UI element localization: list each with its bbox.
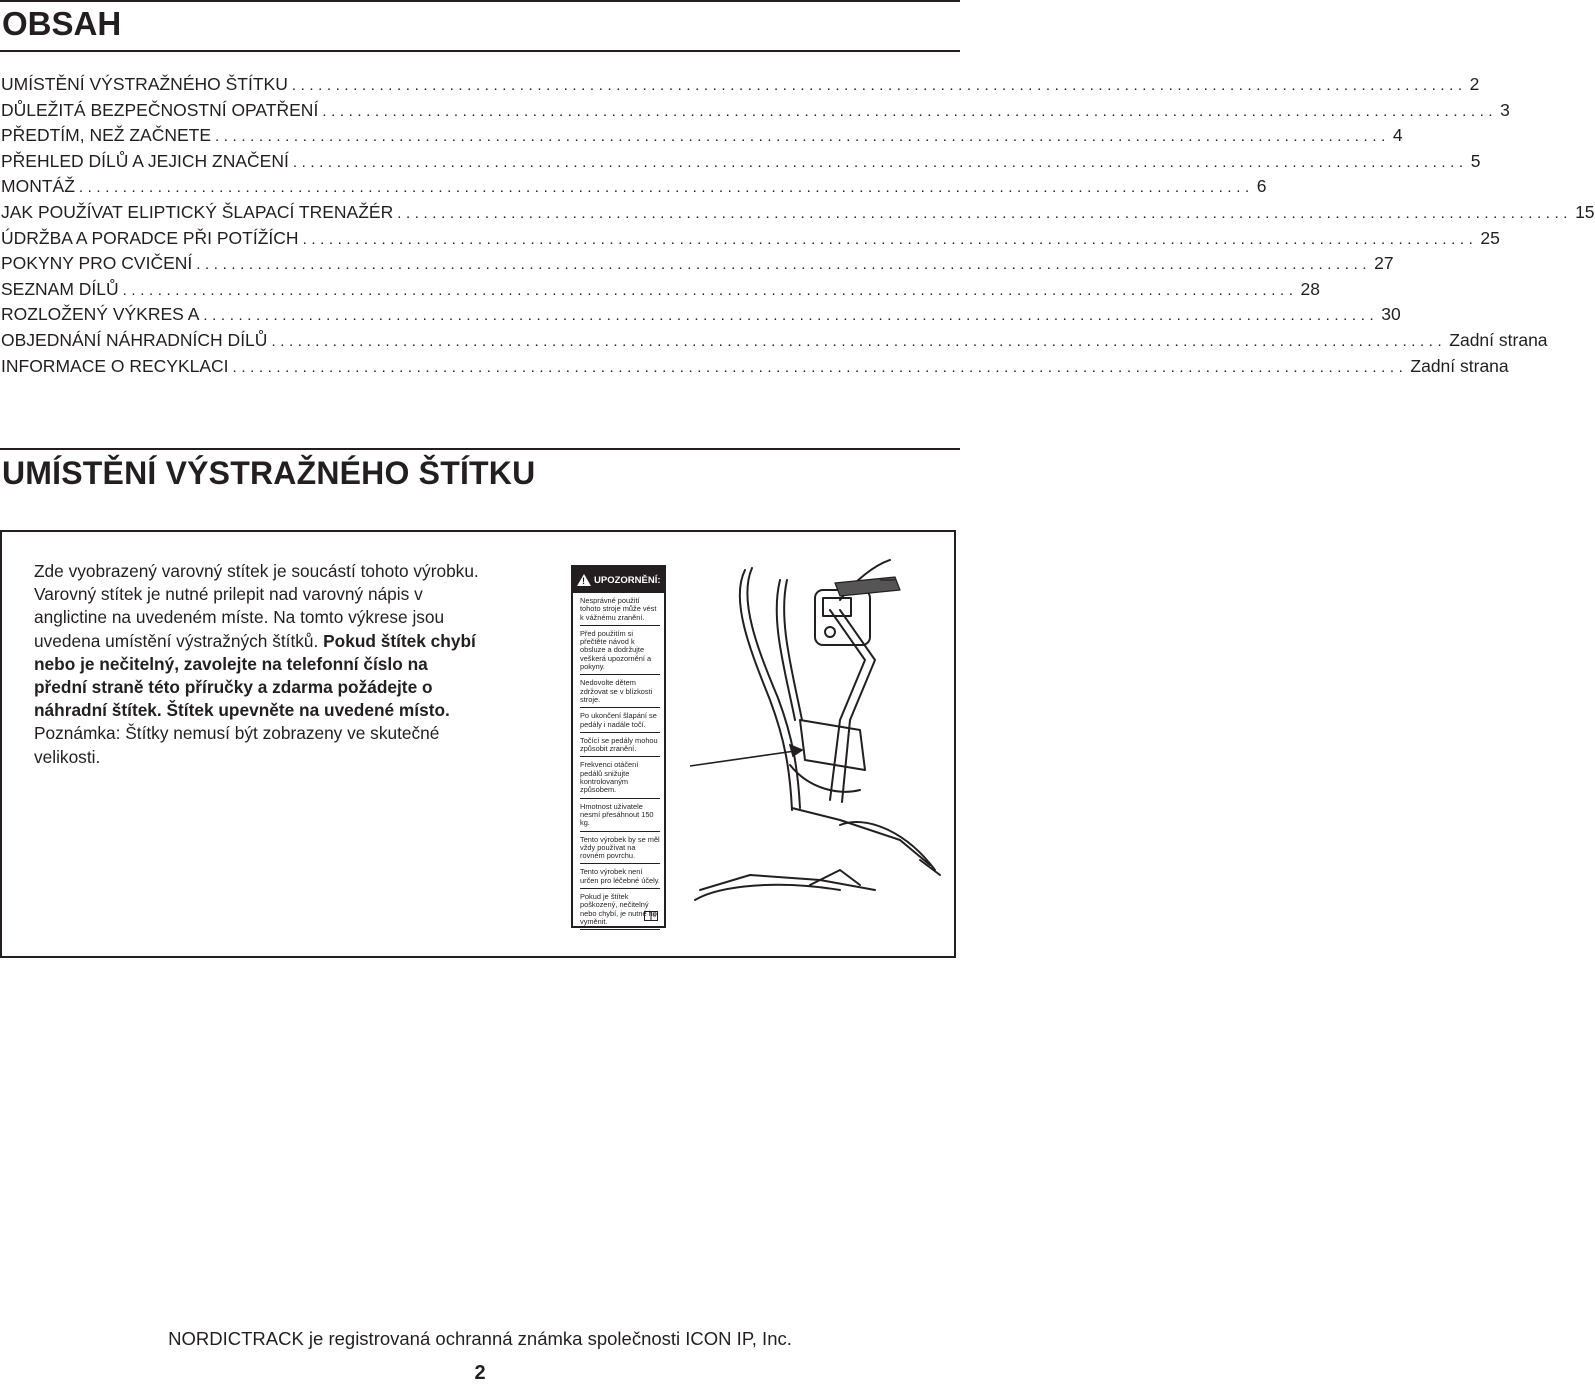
toc-title-rule [0, 50, 960, 52]
warning-label-title: UPOZORNĚNÍ: [594, 574, 661, 586]
warning-label-card [571, 565, 666, 928]
toc-entry [0, 226, 1500, 252]
warning-triangle-icon: ! [577, 574, 591, 586]
toc-leader-dots: ...................................................................................................................................... [397, 204, 1573, 222]
page-number: 2 [474, 1362, 486, 1384]
description-note: Poznámka: Štítky nemusí být zobrazeny ve skutečné velikosti. [34, 723, 440, 767]
toc-entry-page: 4 [1392, 125, 1403, 146]
toc-entry-page: Zadní strana [1449, 329, 1548, 350]
toc-leader-dots: ...................................................................................................................................... [292, 153, 1468, 171]
toc-entry-label: OBJEDNÁNÍ NÁHRADNÍCH DÍLŮ [1, 329, 268, 350]
toc-entry-page: 6 [1256, 176, 1267, 197]
toc-entry [0, 354, 1509, 380]
toc-entry-page: 15 [1575, 201, 1595, 222]
toc-entry [0, 149, 1481, 175]
toc-entry-label: POKYNY PRO CVIČENÍ [1, 253, 193, 274]
toc-entry-label: JAK POUŽÍVAT ELIPTICKÝ ŠLAPACÍ TRENAŽÉR [1, 201, 394, 222]
toc-entry [0, 123, 1403, 149]
warning-label-item: Před použitím si přečtěte návod k obsluze a dodržujte veškerá upozornění a pokyny. [580, 629, 660, 675]
warning-label-item: Po ukončení šlapání se pedály i nadále točí. [580, 711, 660, 733]
toc-entry-label: PŘEHLED DÍLŮ A JEJICH ZNAČENÍ [1, 150, 289, 171]
toc-entry [0, 277, 1320, 303]
toc-entry [0, 251, 1394, 277]
toc-leader-dots: ...................................................................................................................................... [196, 256, 1372, 274]
toc-entry-page: 25 [1480, 227, 1500, 248]
warning-label-header [573, 567, 664, 593]
toc-entry-page: 3 [1500, 99, 1510, 120]
warning-label-item: Tento výrobek není určen pro léčebné účely. [580, 867, 660, 889]
toc-entry-page: 30 [1381, 304, 1401, 325]
toc-entry [0, 200, 1595, 226]
toc-leader-dots: ...................................................................................................................................... [302, 230, 1478, 248]
toc-entry-page: 28 [1300, 278, 1320, 299]
toc-entry-label: MONTÁŽ [1, 176, 75, 197]
toc-entry-label: INFORMACE O RECYKLACI [1, 355, 229, 376]
top-rule [0, 0, 960, 2]
toc-entry-label: UMÍSTĚNÍ VÝSTRAŽNÉHO ŠTÍTKU [1, 74, 288, 94]
description-text: Zde vyobrazený varovný stítek je soucástí tohoto výrobku. Varovný stítek je nutné prilepit nad varovný nápis v anglictine na uvedeném míste. Na tomto výkrese jsou uvedena umístění výstražných štítků. [34, 561, 479, 651]
toc-entry-label: DŮLEŽITÁ BEZPEČNOSTNÍ OPATŘENÍ [1, 99, 319, 120]
toc-leader-dots: ...................................................................................................................................... [271, 332, 1447, 350]
elliptical-trainer-illustration [690, 540, 952, 930]
toc-entry [0, 98, 1510, 124]
warning-label-item: Pokud je štítek poškozený, nečitelný nebo chybí, je nutné ho vyměnit. [580, 892, 660, 930]
warning-label-item: Tento výrobek by se měl vždy používat na rovném povrchu. [580, 835, 660, 865]
toc-entry [0, 302, 1401, 328]
toc-entry-label: ROZLOŽENÝ VÝKRES A [1, 304, 200, 325]
toc-entry-label: PŘEDTÍM, NEŽ ZAČNETE [1, 125, 212, 146]
section-top-rule [0, 448, 960, 450]
table-of-contents [0, 72, 1595, 379]
toc-entry-label: SEZNAM DÍLŮ [1, 278, 119, 299]
warning-label-item: Nesprávné použití tohoto stroje může vést k vážnému zranění. [580, 596, 660, 626]
toc-title: OBSAH [2, 5, 122, 42]
toc-entry [0, 174, 1267, 200]
warning-label-items [573, 593, 664, 930]
warning-label-item: Točící se pedály mohou způsobit zranění. [580, 736, 660, 758]
toc-leader-dots: ...................................................................................................................................... [78, 179, 1254, 197]
trademark-note: NORDICTRACK je registrovaná ochranná známka společnosti ICON IP, Inc. [168, 1328, 792, 1349]
toc-leader-dots: ...................................................................................................................................... [122, 281, 1298, 299]
toc-entry-page: 27 [1374, 253, 1394, 274]
manual-book-icon [644, 911, 658, 921]
toc-leader-dots: ...................................................................................................................................... [322, 102, 1498, 120]
toc-leader-dots: ...................................................................................................................................... [232, 358, 1408, 376]
warning-label-item: Hmotnost uživatele nesmí přesáhnout 150 kg. [580, 802, 660, 832]
section-description [34, 560, 479, 769]
toc-leader-dots: ...................................................................................................................................... [203, 307, 1379, 325]
toc-entry-label: ÚDRŽBA A PORADCE PŘI POTÍŽÍCH [1, 227, 299, 248]
toc-entry-page: Zadní strana [1410, 355, 1509, 376]
warning-label-item: Frekvenci otáčení pedálů snižujte kontrolovaným způsobem. [580, 760, 660, 798]
section-title: UMÍSTĚNÍ VÝSTRAŽNÉHO ŠTÍTKU [2, 455, 536, 491]
toc-entry [0, 72, 1480, 98]
description-bold-text: Pokud štítek chybí nebo je nečitelný, zavolejte na telefonní číslo na přední straně této příručky a zdarma požádejte o náhradní štítek. Štítek upevněte na uvedené místo. [34, 630, 476, 721]
toc-entry-page: 2 [1469, 74, 1480, 94]
toc-entry-page: 5 [1470, 150, 1481, 171]
toc-leader-dots: ...................................................................................................................................... [215, 128, 1390, 146]
toc-entry [0, 328, 1548, 354]
toc-leader-dots: ...................................................................................................................................... [291, 77, 1467, 94]
warning-label-item: Nedovolte dětem zdržovat se v blízkosti stroje. [580, 678, 660, 708]
